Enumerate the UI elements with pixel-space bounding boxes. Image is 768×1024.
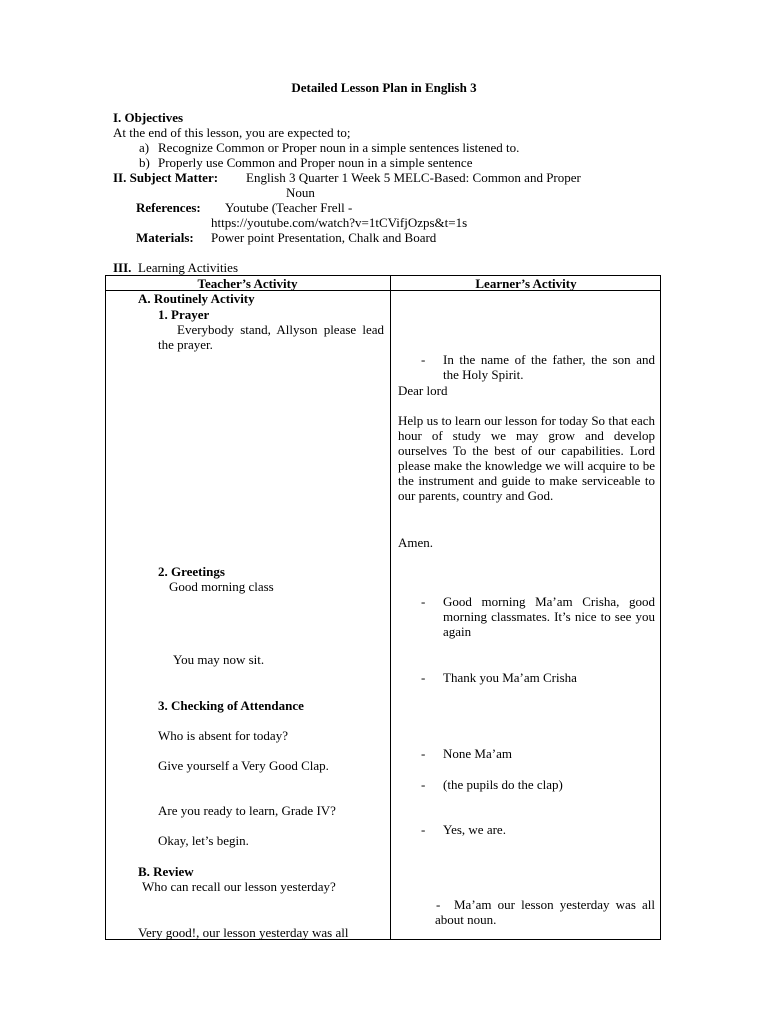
learning-activities-label: Learning Activities bbox=[138, 260, 239, 275]
very-good-text: Very good!, our lesson yesterday was all bbox=[138, 925, 349, 940]
section-b-heading: B. Review bbox=[138, 864, 194, 879]
objectives-intro: At the end of this lesson, you are expected to; bbox=[113, 125, 351, 140]
subject-matter-text-cont: Noun bbox=[286, 185, 315, 200]
objective-marker-a: a) bbox=[139, 140, 150, 155]
objective-item-a: Recognize Common or Proper noun in a simple sentences listened to. bbox=[158, 140, 520, 155]
subject-matter-heading: II. Subject Matter: bbox=[113, 170, 219, 185]
objective-item-b: Properly use Common and Proper noun in a simple sentence bbox=[158, 155, 473, 170]
prayer-response: In the name of the father, the son and the Holy Spirit. bbox=[443, 352, 655, 382]
column-header-learner: Learner’s Activity bbox=[475, 276, 577, 291]
column-header-teacher: Teacher’s Activity bbox=[197, 276, 298, 291]
prayer-heading: 1. Prayer bbox=[158, 307, 210, 322]
references-url: https://youtube.com/watch?v=1tCVifjOzps&t=1s bbox=[211, 215, 468, 230]
subject-matter-text: English 3 Quarter 1 Week 5 MELC-Based: Common and Proper bbox=[246, 170, 581, 185]
absent-question: Who is absent for today? bbox=[158, 728, 288, 743]
greeting-response: Good morning Ma’am Crisha, good morning classmates. It’s nice to see you again bbox=[443, 594, 655, 639]
table-column-divider bbox=[390, 275, 391, 940]
clap-response: (the pupils do the clap) bbox=[443, 777, 563, 792]
section-a-heading: A. Routinely Activity bbox=[138, 291, 255, 306]
clap-instruction: Give yourself a Very Good Clap. bbox=[158, 758, 329, 773]
document-title: Detailed Lesson Plan in English 3 bbox=[291, 80, 477, 95]
materials-text: Power point Presentation, Chalk and Board bbox=[211, 230, 437, 245]
learning-activities-numeral: III. bbox=[113, 260, 132, 275]
ready-question: Are you ready to learn, Grade IV? bbox=[158, 803, 336, 818]
prayer-amen: Amen. bbox=[398, 535, 434, 550]
thanks-response: Thank you Ma’am Crisha bbox=[443, 670, 577, 685]
bullet-dash: - bbox=[421, 352, 426, 367]
greetings-text: Good morning class bbox=[169, 579, 274, 594]
objectives-heading: I. Objectives bbox=[113, 110, 184, 125]
review-answer: Ma’am our lesson yesterday was all about noun. bbox=[435, 897, 655, 927]
greetings-heading: 2. Greetings bbox=[158, 564, 225, 579]
references-text: Youtube (Teacher Frell - bbox=[225, 200, 353, 215]
bullet-dash: - bbox=[436, 897, 441, 912]
prayer-body: Help us to learn our lesson for today So that each hour of study we may grow and develop ourselves To the best of our capabilities. Lord please make the knowledge we will acquire to be the instrument and guide to make serviceable to our parents, country and God. bbox=[398, 413, 655, 503]
bullet-dash: - bbox=[421, 594, 426, 609]
bullet-dash: - bbox=[421, 777, 426, 792]
yes-response: Yes, we are. bbox=[443, 822, 506, 837]
materials-label: Materials: bbox=[136, 230, 194, 245]
bullet-dash: - bbox=[421, 670, 426, 685]
sit-instruction: You may now sit. bbox=[173, 652, 265, 667]
none-response: None Ma’am bbox=[443, 746, 512, 761]
attendance-heading: 3. Checking of Attendance bbox=[158, 698, 304, 713]
prayer-instruction: Everybody stand, Allyson please lead the prayer. bbox=[158, 322, 384, 352]
recall-question: Who can recall our lesson yesterday? bbox=[142, 879, 336, 894]
bullet-dash: - bbox=[421, 822, 426, 837]
bullet-dash: - bbox=[421, 746, 426, 761]
begin-text: Okay, let’s begin. bbox=[158, 833, 249, 848]
objective-marker-b: b) bbox=[139, 155, 150, 170]
prayer-dear-lord: Dear lord bbox=[398, 383, 448, 398]
references-label: References: bbox=[136, 200, 201, 215]
